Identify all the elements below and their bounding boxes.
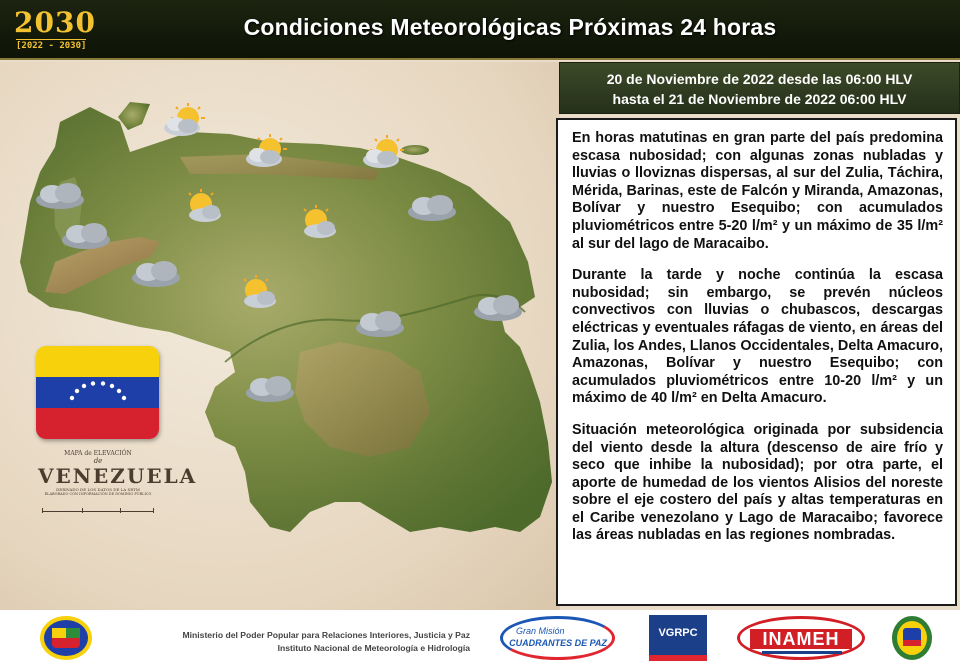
gran-mision-line1: Gran Misión <box>516 626 565 636</box>
cloudy-icon <box>126 252 186 292</box>
cloudy-icon <box>402 186 462 226</box>
map-scale-bar <box>42 506 154 512</box>
date-range-line1: 20 de Noviembre de 2022 desde las 06:00 HLV <box>606 71 913 87</box>
flag-yellow-stripe <box>36 346 159 377</box>
inameh-underline <box>762 651 842 654</box>
inameh-wordmark: INAMEH <box>750 629 852 649</box>
legend-line5: ELABORADO CON INFORMACIÓN DE DOMINIO PÚBLICO <box>44 492 152 496</box>
flag-red-stripe <box>36 408 159 439</box>
partly-sunny-icon <box>290 204 350 244</box>
date-range-box <box>559 62 960 114</box>
forecast-paragraph: En horas matutinas en gran parte del país predomina escasa nubosidad; con algunas zonas nubladas y lluvias o lloviznas dispersas, al sur del Zulia, Táchira, Mérida, Barinas, este de Falcón y Miranda, Amazonas, Bolívar y nuestro Esequibo; con acumulados pluviométricos entre 5-20 l/m² y un máximo de 35 l/m² al sur del lago de Maracaibo. <box>572 130 943 252</box>
paraguana <box>118 102 150 130</box>
institution-seal-icon <box>890 614 934 662</box>
ministry-text <box>130 629 470 655</box>
header-bar <box>0 0 960 60</box>
cloudy-icon <box>56 214 116 254</box>
elevation-map <box>0 62 560 610</box>
vgrpc-logo: VGRPC <box>649 615 707 661</box>
partly-sunny-icon <box>175 188 235 228</box>
map-legend <box>38 450 198 512</box>
page-title: Condiciones Meteorológicas Próximas 24 horas <box>243 14 777 40</box>
partly-sunny-icon <box>156 102 216 142</box>
coat-of-arms-icon <box>38 614 94 662</box>
logo-year: 2030 <box>14 6 96 39</box>
logo-2030 <box>14 6 114 52</box>
flag-blue-stripe <box>36 377 159 408</box>
cloudy-icon <box>30 174 90 214</box>
gran-mision-logo <box>500 616 615 660</box>
gran-mision-line2: CUADRANTES DE PAZ <box>509 638 607 648</box>
date-range-line2: hasta el 21 de Noviembre de 2022 06:00 HLV <box>612 91 907 107</box>
ministry-line2: Instituto Nacional de Meteorología e Hidrología <box>277 643 470 653</box>
cloudy-icon <box>240 367 300 407</box>
forecast-text-box <box>556 118 957 606</box>
venezuela-flag <box>36 346 159 439</box>
forecast-paragraph: Durante la tarde y noche continúa la escasa nubosidad; sin embargo, se prevén núcleos convectivos con lluvias o chubascos, descargas eléctricas y eventuales ráfagas de viento, en áreas del Zulia, los Andes, Llanos Occidentales, Delta Amacuro, Amazonas, Bolívar y nuestro Esequibo; con acumulados pluviométricos entre 10-20 l/m² y un máximo de 40 l/m² en Delta Amacuro. <box>572 267 943 407</box>
legend-line4: DERIVADO DE LOS DATOS DE LA SRTM <box>56 487 140 492</box>
partly-sunny-icon <box>355 134 415 174</box>
logo-range: [2022 - 2030] <box>16 41 87 51</box>
forecast-paragraph: Situación meteorológica originada por subsidencia del viento desde la altura (descenso de aire frío y seco que inhibe la nubosidad); por otra parte, el aporte de humedad de los vientos Alisios del noreste sobre el eje costero del país y altas temperaturas en el Caribe venezolano y Lago de Maracaibo; favorece las áreas nubladas en las regiones nombradas. <box>572 421 943 544</box>
partly-sunny-icon <box>238 133 298 173</box>
legend-line1: MAPA de ELEVACIÓN <box>64 450 132 457</box>
legend-title: VENEZUELA <box>38 464 198 488</box>
ministry-line1: Ministerio del Poder Popular para Relaciones Interiores, Justicia y Paz <box>182 630 470 640</box>
cloudy-icon <box>468 286 528 326</box>
flag-stars-icon <box>66 380 130 404</box>
partly-sunny-icon <box>230 274 290 314</box>
cloudy-icon <box>350 302 410 342</box>
legend-line2: de <box>93 457 103 465</box>
footer-bar <box>0 610 960 666</box>
inameh-logo <box>737 616 865 660</box>
